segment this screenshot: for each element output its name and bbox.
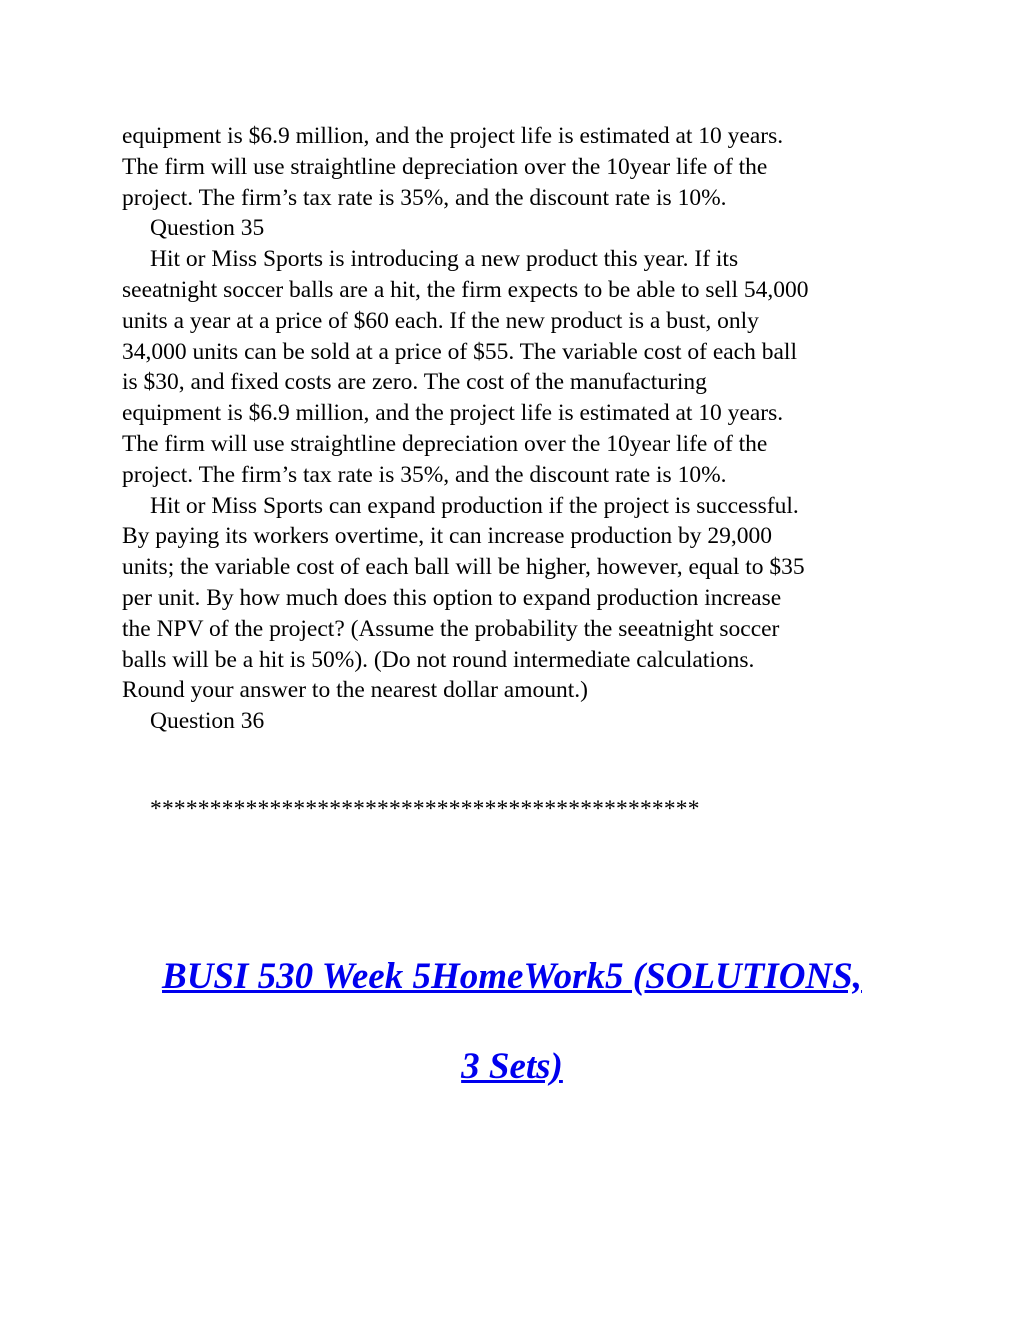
text-line: The firm will use straightline depreciation over the 10year life of the	[122, 430, 768, 457]
asterisk-separator: **********************************************	[150, 796, 700, 822]
text-line: Hit or Miss Sports is introducing a new product this year. If its	[150, 246, 739, 273]
text-line: equipment is $6.9 million, and the project life is estimated at 10 years.	[122, 123, 784, 149]
text-line: balls will be a hit is 50%). (Do not round intermediate calculations.	[122, 646, 755, 673]
text-line: project. The firm’s tax rate is 35%, and the discount rate is 10%.	[122, 461, 727, 488]
text-line: The firm will use straightline depreciation over the 10year life of the	[122, 153, 768, 180]
text-line: per unit. By how much does this option to expand production increase	[122, 584, 782, 611]
question-36-heading: Question 36	[150, 708, 265, 735]
text-line: is $30, and fixed costs are zero. The cost of the manufacturing	[122, 369, 707, 396]
text-line: Round your answer to the nearest dollar amount.)	[122, 677, 588, 704]
question-text-block	[122, 121, 922, 737]
text-line: units a year at a price of $60 each. If the new product is a bust, only	[122, 307, 759, 334]
text-line: project. The firm’s tax rate is 35%, and the discount rate is 10%.	[122, 184, 727, 211]
text-line: Hit or Miss Sports can expand production if the project is successful.	[150, 492, 799, 519]
text-line: 34,000 units can be sold at a price of $55. The variable cost of each ball	[122, 338, 797, 365]
text-line: equipment is $6.9 million, and the project life is estimated at 10 years.	[122, 400, 784, 427]
text-line: the NPV of the project? (Assume the probability the seeatnight soccer	[122, 615, 780, 642]
solutions-link-line-2[interactable]: 3 Sets)	[461, 1046, 563, 1087]
text-line: By paying its workers overtime, it can increase production by 29,000	[122, 523, 773, 550]
solutions-link-line-1[interactable]: BUSI 530 Week 5HomeWork5 (SOLUTIONS,	[162, 956, 862, 997]
question-35-heading: Question 35	[150, 215, 265, 242]
text-line: units; the variable cost of each ball will be higher, however, equal to $35	[122, 554, 805, 581]
text-line: seeatnight soccer balls are a hit, the firm expects to be able to sell 54,000	[122, 276, 809, 303]
